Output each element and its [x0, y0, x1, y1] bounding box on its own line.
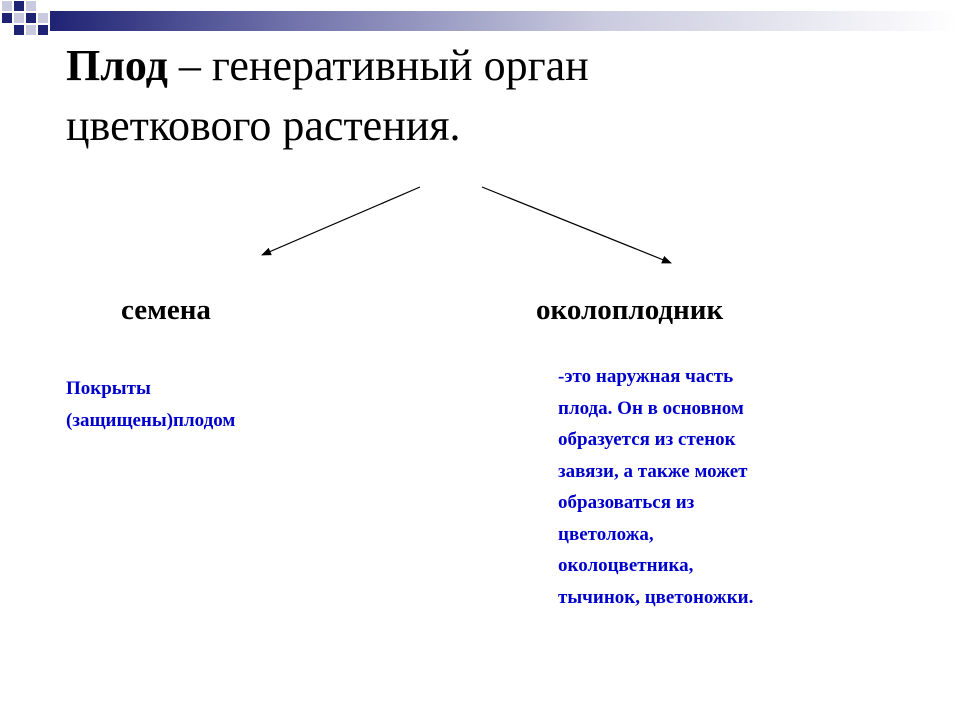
description-line: Покрыты [66, 378, 151, 399]
description-line: цветоложа, [558, 523, 654, 545]
title-line1-rest: – генеративный орган [167, 41, 589, 90]
description-line: образуется из стенок [558, 429, 736, 450]
description-line: околоцветника, [558, 555, 694, 576]
title-line2: цветкового растения. [66, 101, 461, 150]
arrow-right [482, 187, 671, 263]
description-line: -это наружная часть [558, 366, 734, 387]
description-line: плода. Он в основном [558, 397, 744, 419]
description-line: завязи, а также может [558, 460, 748, 482]
description-line: образоваться из [558, 492, 695, 513]
branch-label-pericarp: околоплодник [536, 294, 724, 326]
branch-label-seeds: семена [121, 294, 211, 326]
description-line: (защищены)плодом [66, 409, 236, 431]
description-line: тычинок, цветоножки. [558, 586, 754, 608]
title-bold-word: Плод [66, 41, 168, 90]
description-pericarp [558, 361, 753, 613]
arrow-left [262, 187, 420, 255]
description-seeds [66, 373, 235, 436]
